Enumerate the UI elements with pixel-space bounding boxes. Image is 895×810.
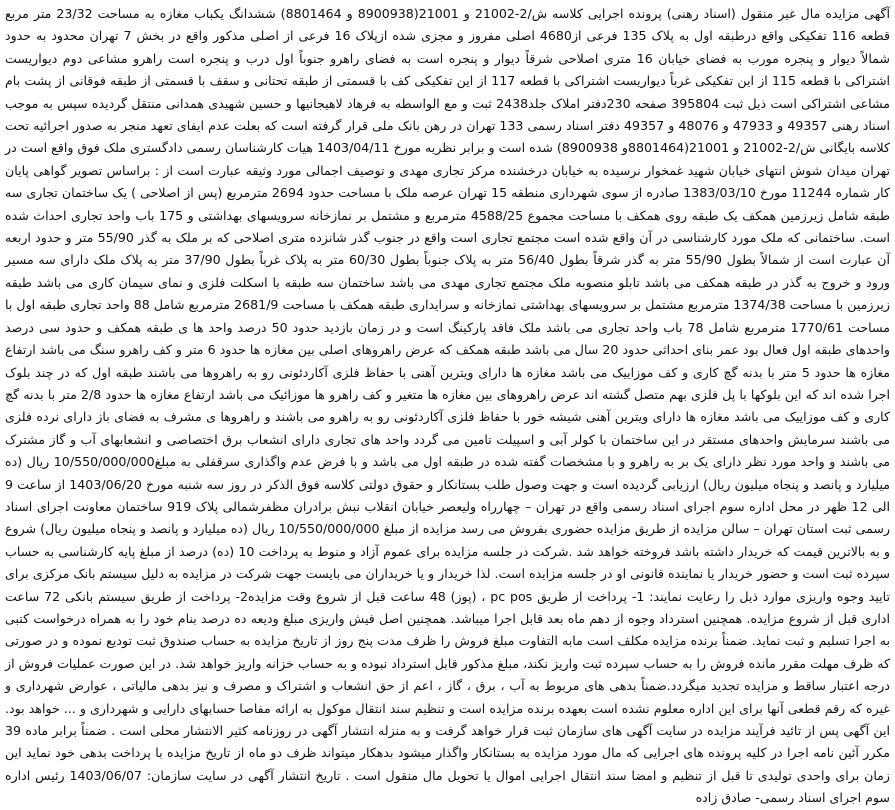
auction-notice-text: آگهی مزایده مال غیر منقول (اسناد رهنی) پرونده اجرایی کلاسه ش/2-21002 و 21001(8900938 و 8801464) ششدانگ یکباب مغازه به مساحت 23/32 متر مربع قطعه 116 تفکیکی واقع درطبقه اول به پلاک 135 فرعی از4680 اصلی مفروز و مجزی شده ازپلاک 16 فرعی از اصلی مذکور واقع در بخش 7 تهران محدود به حدود شمالاً دیوار و پنجره مورب به فضای خیابان 16 متری اصلاحی شرقاً دیوار و پنجره است به فضای راهرو جنوباً اول درب و پنجره است راهرو مشاعی دوم دیواریست اشتراکی با قطعه 115 از این تفکیکی غرباً دیواریست اشتراکی با قطعه 117 از این تفکیکی کف با قسمتی از طبقه تحتانی و سقف با قسمتی از طبقه فوقانی از پشت بام مشاعی اشتراکی است ذیل ثبت 395804 صفحه 230دفتر املاک جلد2438 ثبت و مع الواسطه به فرهاد لاهیجانیها و حسین شهیدی همدانی منتقل گردیده سپس به موجب اسناد رهنی 49357 و 47933 و 48076 و 49357 دفتر اسناد رسمی 133 تهران در رهن بانک ملی قرار گرفته است که بعلت عدم ایفای تعهد منجر به صدور اجرائیه تحت کلاسه بایگانی ش/2-21002 و 21001(8801464و 8900938) شده است و برابر نظریه مورخ 1403/04/11 هیات کارشناسان رسمی دادگستری ملک فوق واقع است در تهران میدان شوش انتهای خیابان شهید غمخوار نرسیده به خیابان درخشنده مرکز تجاری مهدی و توصیف اجمالی مورد وثیقه عبارت است از : براساس تصویر گواهی پایان کار شماره 11244 مورخ 1383/03/10 صادره از سوی شهرداری منطقه 15 تهران عرصه ملک با مساحت حدود 2694 مترمربع (پس از اصلاحی ) یک ساختمان تجاری سه طبقه شامل زیرزمین همکف یک طبقه روی همکف با مساحت مجموع 4588/25 مترمربع و مشتمل بر نمازخانه سرویسهای بهداشتی و 175 باب واحد تجاری احداث شده است. ساختمانی که ملک مورد کارشناسی در آن واقع شده است مجتمع تجاری است واقع در جنوب گذر شانزده متری اصلاحی که بر ملک به گذر 55/90 متر و حدود اربعه آن عبارت است از شمالاً بطول 55/90 متر به گذر شرقاً بطول 56/40 متر به پلاک جنوباً بطول 60/30 متر به پلاک غرباً بطول 37/90 متر به پلاک ملک دارای سه مسیر ورود و خروج به گذر در طبقه همکف می باشد تابلو منصوبه ملک مجتمع تجاری مهدی می باشد ساختمان سه طبقه با اسکلت فلزی و نمای سیمان کاری می باشد طبقه زیرزمین با مساحت 1374/38 مترمربع مشتمل بر سرویسهای بهداشتی نمازخانه و سرایداری طبقه همکف با مساحت 2681/9 مترمربع شامل 88 واحد تجاری طبقه اول با مساحت 1770/61 مترمربع شامل 78 باب واحد تجاری می باشد ملک فاقد پارکینگ است و در زمان بازدید حدود 50 درصد واحد ها ی طبقه همکف و حدود سی درصد واحدهای طبقه اول فعال بود عمر بنای احداثی حدود 20 سال می باشد طبقه همکف که عرض راهروهای اصلی بین مغازه ها حدود 6 متر و کف راهرو سنگ می باشد ارتفاع مغازه ها حدود 5 متر با بدنه گچ کاری و کف موزاییک می باشد مغازه ها دارای ویترین آهنی با حفاظ فلزی آکاردئونی رو به راهروها می باشند طبقه اول که در چند بلوک اجرا شده اند که این بلوکها با پل فلزی بهم متصل گشته اند عرض راهروهای بین مغازه ها متغیر و کف راهرو ها موزائیک می باشد ارتفاع مغازه ها حدود 2/8 متر با بدنه گچ کاری و کف موزاییک می باشد مغازه ها دارای ویترین آهنی شیشه خور با حفاظ فلزی آکاردئونی رو به راهرو می باشند و راهروها ی مشرف به فضای باز دارای نرده فلزی می باشند سرمایش واحدهای مستقر در این ساختمان با کولر آبی و اسپیلت تامین می گردد واحد های تجاری دارای انشعاب برق اختصاصی و انشعابهای آب و گاز مشترک می باشند و واحد مورد نظر دارای یک بر به راهرو و با مشخصات گفته شده در طبقه اول می باشد و با فرض عدم واگذاری سرقفلی به مبلغ10/550/000/000 ریال (ده میلیارد و پانصد و پنجاه میلیون ریال) ارزیابی گردیده است و جهت وصول طلب بستانکار و حقوق دولتی کلاسه فوق الذکر در روز سه شنبه مورخ 1403/06/20 از ساعت 9 الی 12 ظهر در محل اداره سوم اجرای اسناد رسمی واقع در تهران – چهارراه ولیعصر خیابان انقلاب نبش برادران مظفرشمالی پلاک 919 ساختمان معاونت اجرای اسناد رسمی ثبت استان تهران – سالن مزایده از طریق مزایده حضوری بفروش می رسد مزایده از مبلغ 10/550/000/000 ریال (ده میلیارد و پانصد و پنجاه میلیون ریال) شروع و به بالاترین قیمت که خریدار داشته باشد فروخته خواهد شد .شرکت در جلسه مزایده برای عموم آزاد و منوط به پرداخت 10 (ده) درصد از مبلغ پایه کارشناسی به حساب سپرده ثبت است و حضور خریدار یا نماینده قانونی او در جلسه مزایده است. لذا خریدار و یا خریداران می بایست جهت شرکت در مزایده به دلیل سیستم بانک مرکزی برای تایید وجوه واریزی موارد ذیل را رعایت نمایند: 1- پرداخت از طریق pc pos ، (پوز) 48 ساعت قبل از شروع وقت مزایده2- پرداخت از طریق سیستم بانکی 72 ساعت اداری قبل از شروع مزایده. همچنین استرداد وجوه از دهم ماه بعد قابل اجرا میباشد. همچنین اصل فیش واریزی مبلغ ودیعه ده درصد بنام خود را به همراه درخواست کتبی به اجرا تسلیم و ثبت نماید. ضمناً برنده مزایده مکلف است مابه التفاوت مبلغ فروش را ظرف مدت پنج روز از تاریخ مزایده به حساب صندوق ثبت تودیع نموده و در صورتی که ظرف مهلت مقرر مانده فروش را به حساب سپرده ثبت واریز نکند، مبلغ مذکور قابل استرداد نبوده و به حساب خزانه واریز خواهد شد. در این صورت عملیات فروش از درجه اعتبار ساقط و مزایده تجدید میگردد.ضمناً بدهی های مربوط به آب ، برق ، گاز ، اعم از حق انشعاب و اشتراک و مصرف و نیز بدهی مالیاتی ، عوارض شهرداری و غیره که رقم قطعی آنها برای این اداره معلوم نشده است بعهده برنده مزایده است و تنظیم سند انتقال موکول به ارائه مفاصا حسابهای دارایی و شهرداری و ... خواهد بود. این آگهی پس از تائید فرآیند مزایده در سایت آگهی های سازمان ثبت قرار خواهد گرفت و به منزله انتشار آگهی در روزنامه کثیر الانتشار محلی است . ضمناً برابر ماده 39 مکرر آئین نامه اجرا در کلیه پرونده های اجرایی که مال مورد مزایده به بستانکار واگذار میشود بدهکار میتواند ظرف دو ماه از تاریخ مزایده با پرداخت بدهی خود نماید این زمان برای واحدی تولیدی تا قبل از تنظیم و امضا سند انتقال اجرایی اموال یا تحویل مال منقول است . تاریخ انتشار آگهی در سایت سازمان: 1403/06/07 رئیس اداره سوم اجرای اسناد رسمی- صادق زاده xyxy=(5,6,891,806)
